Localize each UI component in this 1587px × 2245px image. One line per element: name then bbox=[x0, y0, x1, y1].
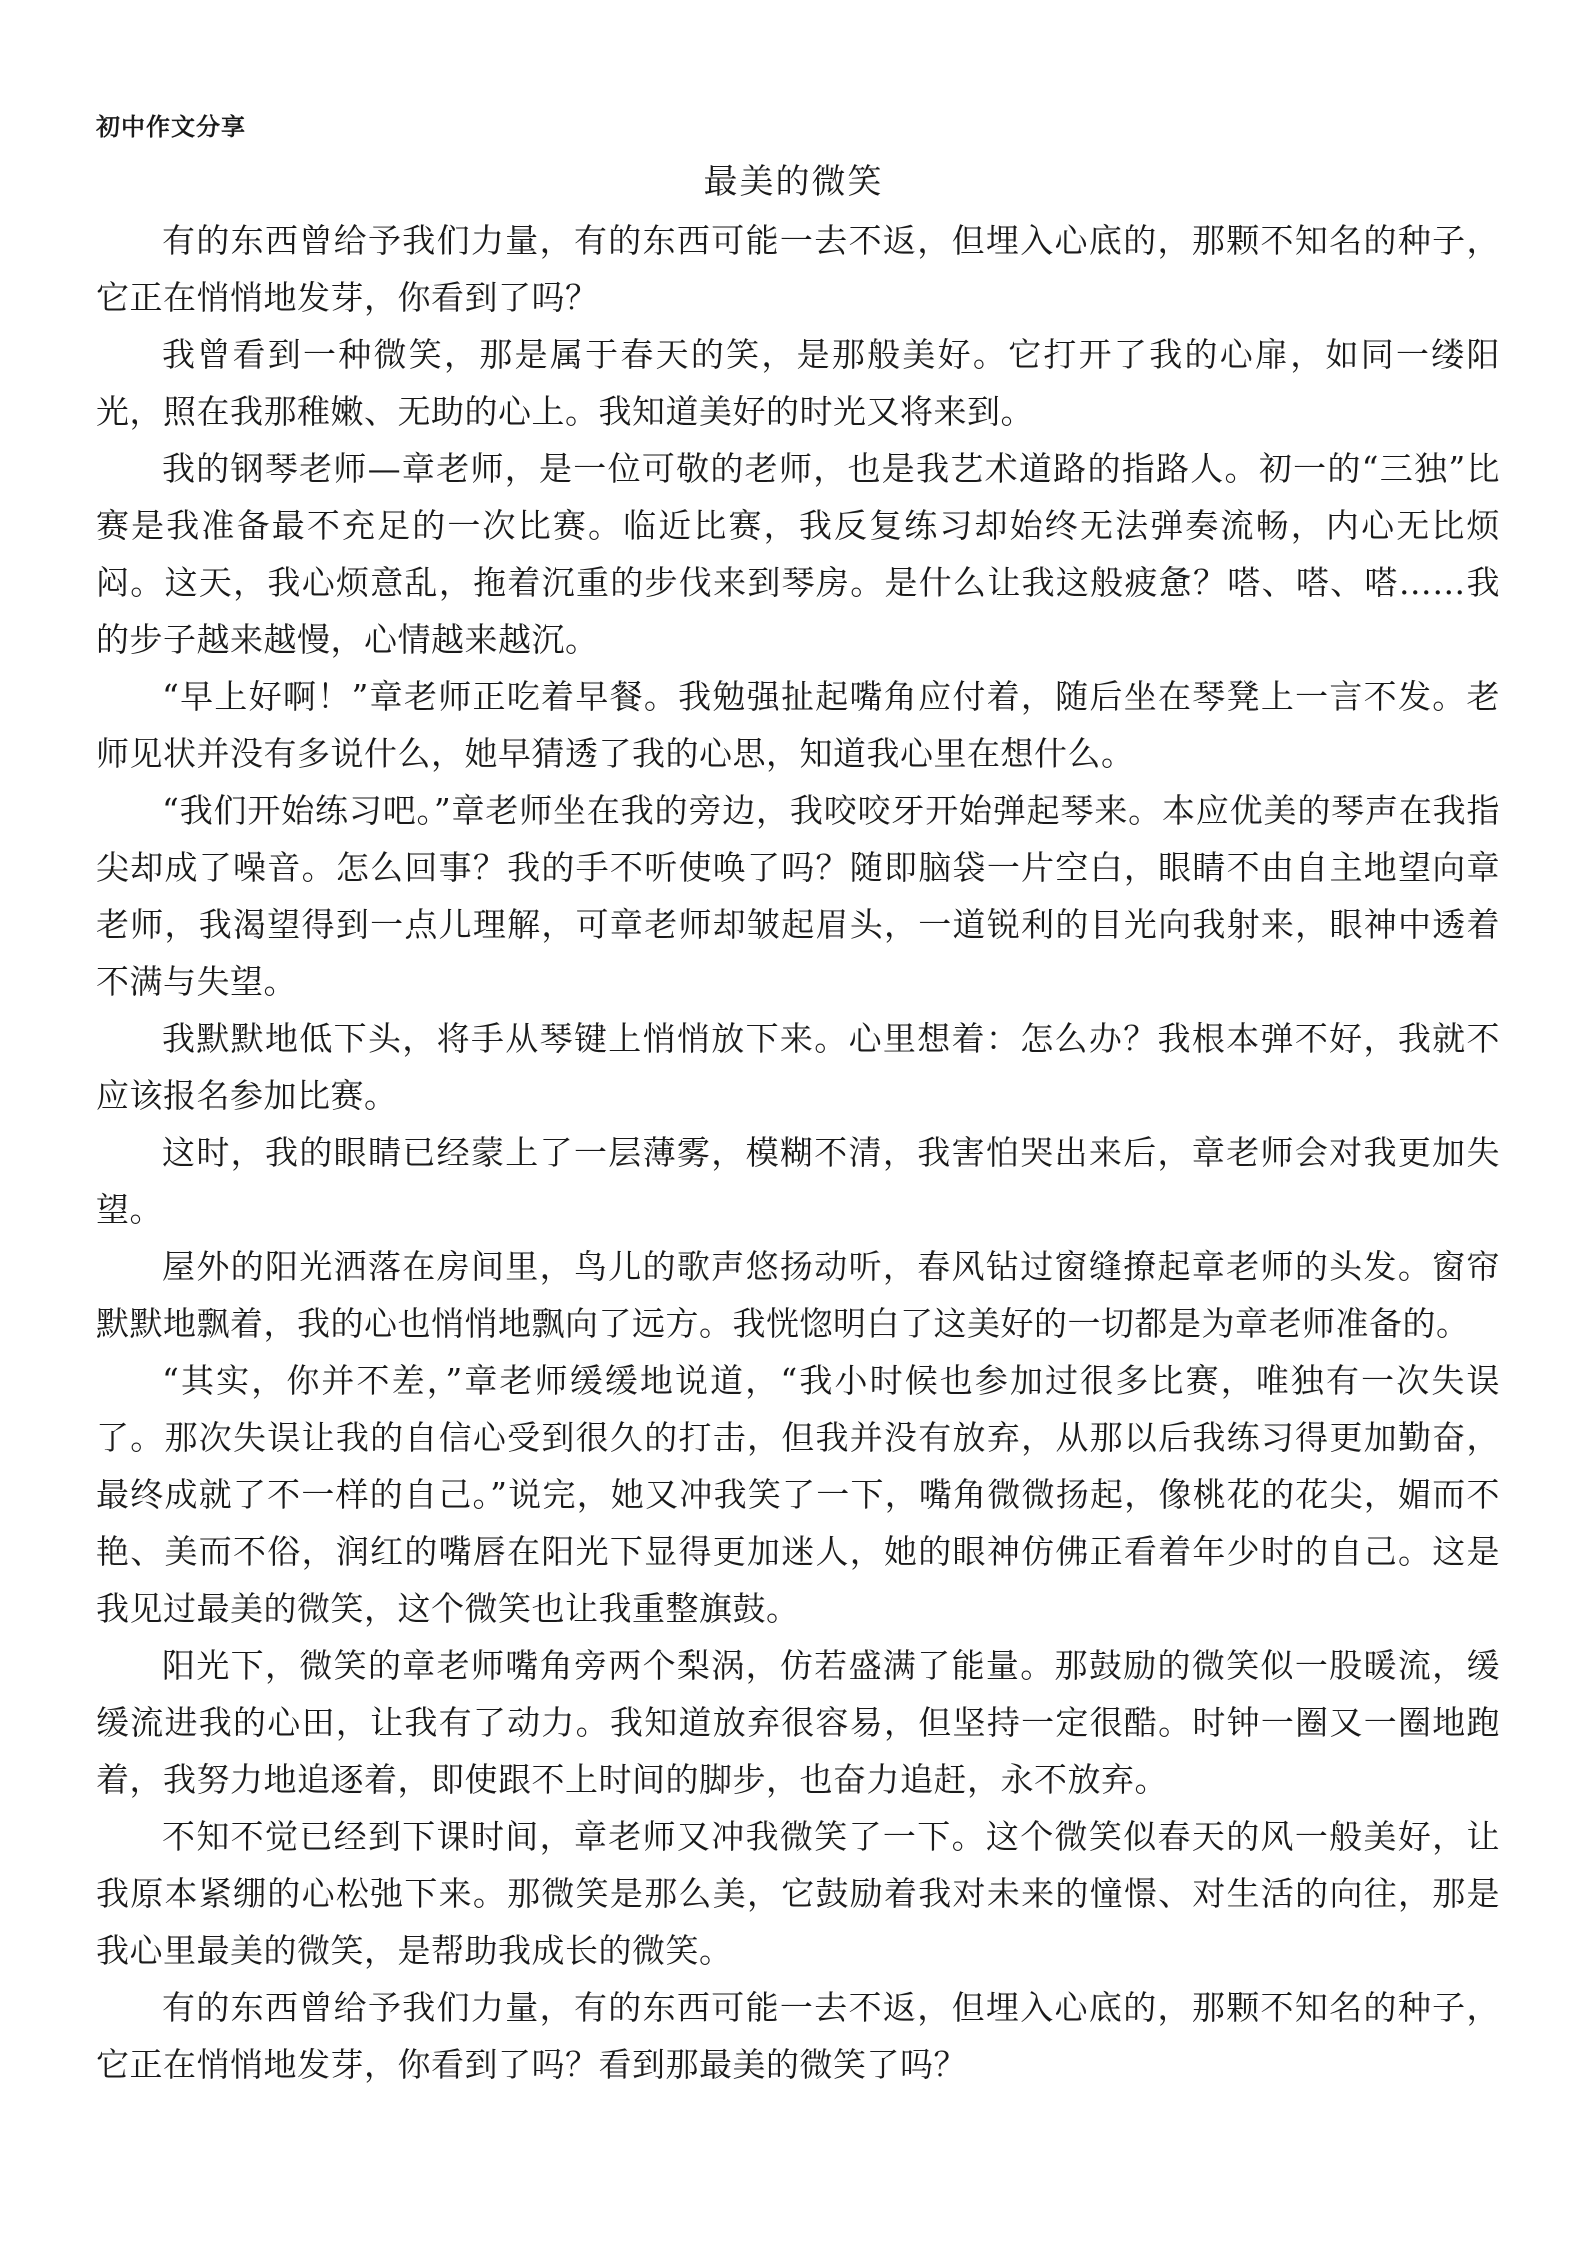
paragraph-3: 我的钢琴老师—章老师，是一位可敬的老师，也是我艺术道路的指路人。初一的“三独”比赛是我准备最不充足的一次比赛。临近比赛，我反复练习却始终无法弹奏流畅，内心无比烦闷。这天，我心烦意乱，拖着沉重的步伐来到琴房。是什么让我这般疲惫？嗒、嗒、嗒……我的步子越来越慢，心情越来越沉。 bbox=[96, 449, 1500, 659]
essay-body bbox=[96, 212, 1500, 2093]
paragraph-12: 有的东西曾给予我们力量，有的东西可能一去不返，但埋入心底的，那颗不知名的种子，它正在悄悄地发芽，你看到了吗？看到那最美的微笑了吗？ bbox=[96, 1988, 1500, 2084]
paragraph-6: 我默默地低下头，将手从琴键上悄悄放下来。心里想着：怎么办？我根本弹不好，我就不应该报名参加比赛。 bbox=[96, 1019, 1500, 1115]
paragraph-1: 有的东西曾给予我们力量，有的东西可能一去不返，但埋入心底的，那颗不知名的种子，它正在悄悄地发芽，你看到了吗？ bbox=[96, 221, 1500, 317]
paragraph-7: 这时，我的眼睛已经蒙上了一层薄雾，模糊不清，我害怕哭出来后，章老师会对我更加失望。 bbox=[96, 1133, 1500, 1229]
paragraph-5: “我们开始练习吧。”章老师坐在我的旁边，我咬咬牙开始弹起琴来。本应优美的琴声在我指尖却成了噪音。怎么回事？我的手不听使唤了吗？随即脑袋一片空白，眼睛不由自主地望向章老师，我渴望得到一点儿理解，可章老师却皱起眉头，一道锐利的目光向我射来，眼神中透着不满与失望。 bbox=[96, 791, 1500, 1001]
paragraph-4: “早上好啊！”章老师正吃着早餐。我勉强扯起嘴角应付着，随后坐在琴凳上一言不发。老师见状并没有多说什么，她早猜透了我的心思，知道我心里在想什么。 bbox=[96, 677, 1500, 773]
paragraph-10: 阳光下，微笑的章老师嘴角旁两个梨涡，仿若盛满了能量。那鼓励的微笑似一股暖流，缓缓流进我的心田，让我有了动力。我知道放弃很容易，但坚持一定很酷。时钟一圈又一圈地跑着，我努力地追逐着，即使跟不上时间的脚步，也奋力追赶，永不放弃。 bbox=[96, 1646, 1500, 1799]
essay-title: 最美的微笑 bbox=[703, 162, 884, 202]
page-header: 初中作文分享 bbox=[96, 112, 246, 141]
paragraph-11: 不知不觉已经到下课时间，章老师又冲我微笑了一下。这个微笑似春天的风一般美好，让我原本紧绷的心松弛下来。那微笑是那么美，它鼓励着我对未来的憧憬、对生活的向往，那是我心里最美的微笑，是帮助我成长的微笑。 bbox=[96, 1817, 1500, 1970]
paragraph-8: 屋外的阳光洒落在房间里，鸟儿的歌声悠扬动听，春风钻过窗缝撩起章老师的头发。窗帘默默地飘着，我的心也悄悄地飘向了远方。我恍惚明白了这美好的一切都是为章老师准备的。 bbox=[96, 1247, 1500, 1343]
paragraph-2: 我曾看到一种微笑，那是属于春天的笑，是那般美好。它打开了我的心扉，如同一缕阳光，照在我那稚嫩、无助的心上。我知道美好的时光又将来到。 bbox=[96, 335, 1500, 431]
paragraph-9: “其实，你并不差，”章老师缓缓地说道，“我小时候也参加过很多比赛，唯独有一次失误了。那次失误让我的自信心受到很久的打击，但我并没有放弃，从那以后我练习得更加勤奋，最终成就了不一样的自己。”说完，她又冲我笑了一下，嘴角微微扬起，像桃花的花尖，媚而不艳、美而不俗，润红的嘴唇在阳光下显得更加迷人，她的眼神仿佛正看着年少时的自己。这是我见过最美的微笑，这个微笑也让我重整旗鼓。 bbox=[96, 1361, 1500, 1628]
